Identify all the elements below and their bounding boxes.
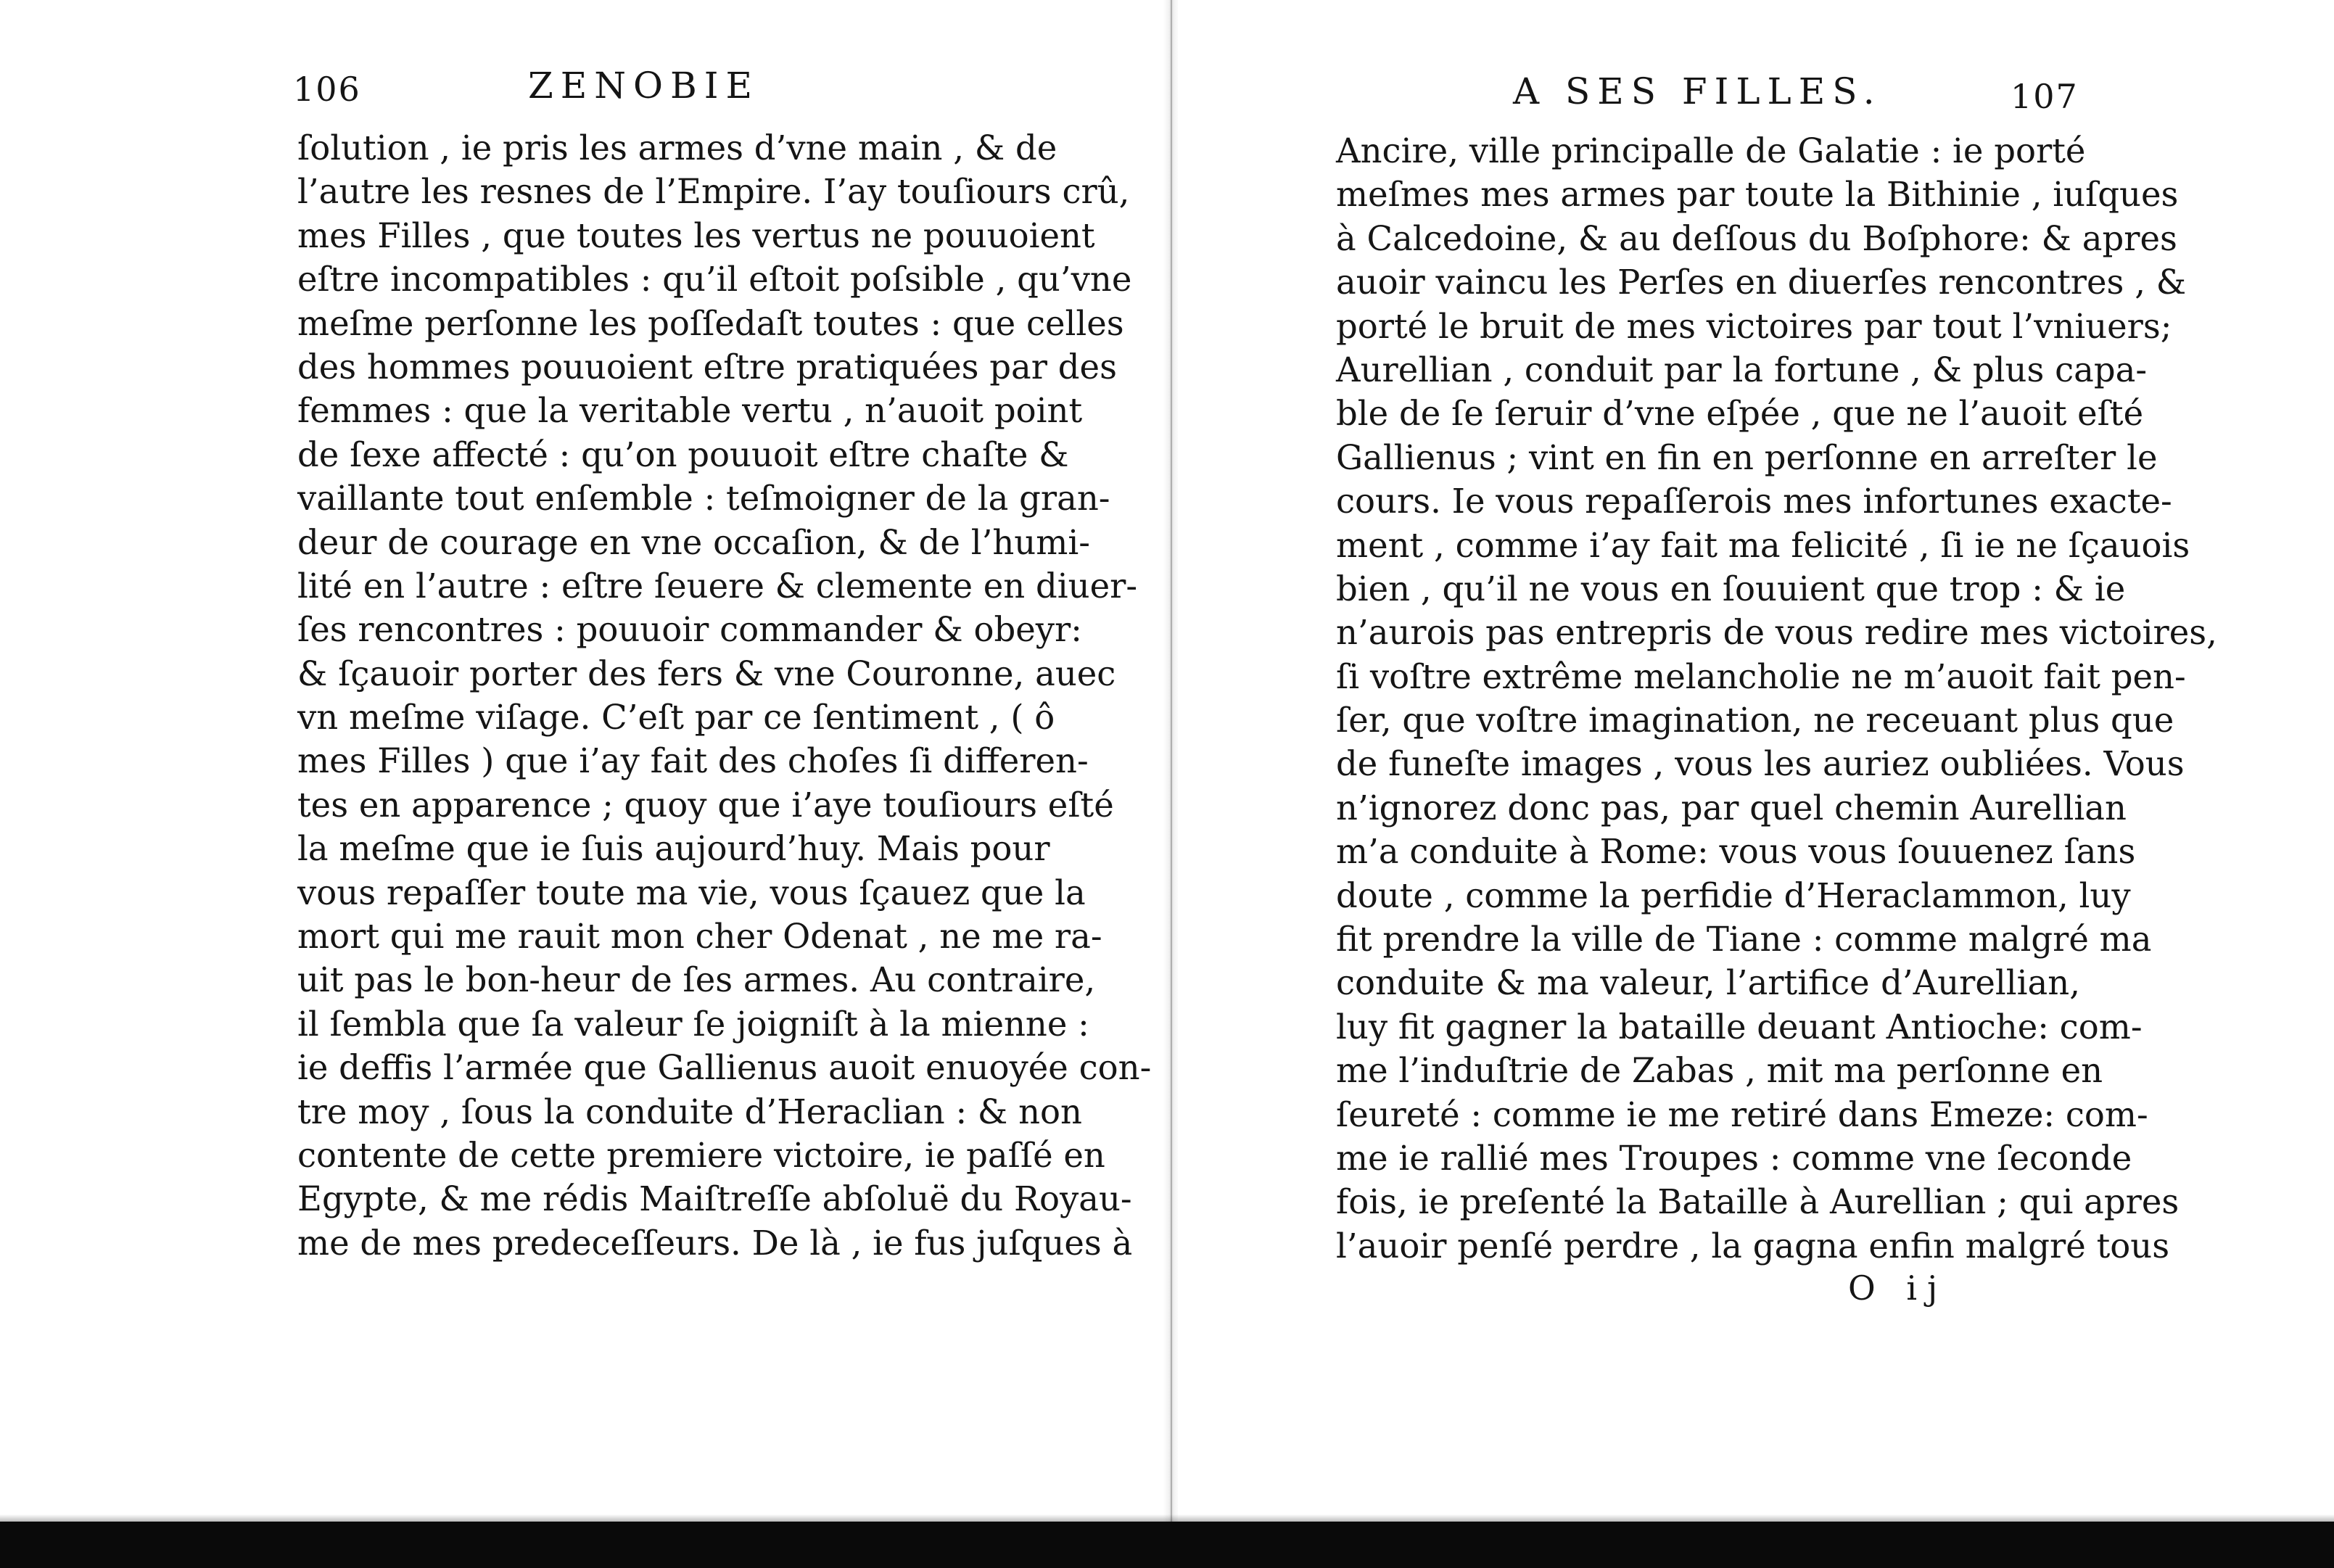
right-running-head: A SES FILLES. [1513,70,1882,112]
text-line: ble de ſe ſeruir d’vne eſpée , que ne l’auoit eſté [1336,394,2144,434]
text-line: la meſme que ie ſuis aujourd’huy. Mais pour [297,829,1050,869]
text-line: contente de cette premiere victoire, ie paſſé en [297,1135,1105,1175]
text-line: femmes : que la veritable vertu , n’auoit point [297,391,1083,431]
text-line: vn meſme viſage. C’eſt par ce ſentiment , ( ô [297,698,1055,738]
text-line: Gallienus ; vint en fin en perſonne en arreſter le [1336,437,2158,477]
right-page-number: 107 [2011,77,2079,116]
left-page-body [297,126,1152,1265]
text-line: fois, ie preſenté la Bataille à Aurellian ; qui apres [1336,1182,2180,1222]
text-line: tes en apparence ; quoy que i’aye touſiours eſté [297,785,1114,825]
text-line: Egypte, & me rédis Maiſtreſſe abſoluë du Royau- [297,1179,1132,1219]
text-line: ſeureté : comme ie me retiré dans Emeze: com- [1336,1094,2148,1134]
text-line: vaillante tout enſemble : teſmoigner de la gran- [297,479,1110,519]
left-page [0,0,1169,1538]
text-line: conduite & ma valeur, l’artifice d’Aurellian, [1336,963,2080,1003]
text-line: ſolution , ie pris les armes d’vne main , & de [297,128,1057,168]
text-line: auoir vaincu les Perſes en diuerſes rencontres , & [1336,263,2187,302]
text-line: à Calcedoine, & au deſſous du Boſphore: & apres [1336,218,2177,258]
text-line: me ie rallié mes Troupes : comme vne ſeconde [1336,1138,2132,1178]
text-line: mort qui me rauit mon cher Odenat , ne me ra- [297,917,1102,957]
text-line: de ſexe affecté : qu’on pouuoit eſtre chaſte & [297,434,1069,474]
text-line: cours. Ie vous repaſſerois mes infortunes exacte- [1336,482,2172,521]
scan-bottom-edge [0,1522,2334,1568]
left-running-head: ZENOBIE [528,65,759,107]
text-line: & ſçauoir porter des fers & vne Couronne, auec [297,653,1116,693]
text-line: n’ignorez donc pas, par quel chemin Aurellian [1336,788,2127,828]
text-line: mes Filles ) que i’ay fait des choſes ſi differen- [297,741,1089,781]
text-line: m’a conduite à Rome: vous vous ſouuenez ſans [1336,832,2136,872]
text-line: bien , qu’il ne vous en ſouuient que trop : & ie [1336,569,2126,608]
text-line: ſer, que voſtre imagination, ne receuant plus que [1336,701,2174,740]
text-line: Aurellian , conduit par la fortune , & plus capa- [1336,350,2148,389]
text-line: ſes rencontres : pouuoir commander & obeyr: [297,610,1082,650]
text-line: tre moy , ſous la conduite d’Heraclian : & non [297,1092,1082,1131]
text-line: l’autre les resnes de l’Empire. I’ay touſiours crû, [297,172,1130,212]
text-line: Ancire, ville principalle de Galatie : ie porté [1336,131,2086,170]
text-line: des hommes pouuoient eſtre pratiquées par des [297,347,1117,387]
left-page-number: 106 [293,70,361,109]
text-line: deur de courage en vne occaſion, & de l’humi- [297,522,1090,562]
text-line: meſmes mes armes par toute la Bithinie , iuſques [1336,175,2179,215]
text-line: ment , comme i’ay fait ma felicité , ſi ie ne ſçauois [1336,525,2190,565]
text-line: ie deffis l’armée que Gallienus auoit enuoyée con- [297,1048,1152,1088]
text-line: n’aurois pas entrepris de vous redire mes victoires, [1336,613,2217,653]
text-line: fit prendre la ville de Tiane : comme malgré ma [1336,920,2152,960]
text-line: me l’induſtrie de Zabas , mit ma perſonne en [1336,1051,2103,1091]
right-page [1178,0,2334,1538]
right-page-body [1336,129,2217,1268]
text-line: meſme perſonne les poſſedaſt toutes : que celles [297,303,1124,343]
text-line: luy fit gagner la bataille deuant Antioche: com- [1336,1007,2143,1047]
text-line: ſi voſtre extrême melancholie ne m’auoit fait pen- [1336,656,2186,696]
text-line: lité en l’autre : eſtre ſeuere & clemente en diuer- [297,566,1138,606]
gutter-fold-line [1171,0,1172,1530]
signature-mark: O ij [1848,1268,1948,1308]
text-line: mes Filles , que toutes les vertus ne pouuoient [297,215,1095,255]
text-line: uit pas le bon-heur de ſes armes. Au contraire, [297,960,1096,1000]
text-line: me de mes predeceſſeurs. De là , ie fus juſques à [297,1223,1133,1263]
text-line: porté le bruit de mes victoires par tout l’vniuers; [1336,306,2172,346]
text-line: de funeſte images , vous les auriez oubliées. Vous [1336,744,2185,784]
text-line: vous repaſſer toute ma vie, vous ſçauez que la [297,872,1086,912]
text-line: eſtre incompatibles : qu’il eſtoit poſsible , qu’vne [297,260,1132,300]
text-line: il ſembla que ſa valeur ſe joigniſt à la mienne : [297,1004,1089,1044]
text-line: l’auoir penſé perdre , la gagna enfin malgré tous [1336,1226,2170,1266]
text-line: doute , comme la perfidie d’Heraclammon, luy [1336,875,2131,915]
